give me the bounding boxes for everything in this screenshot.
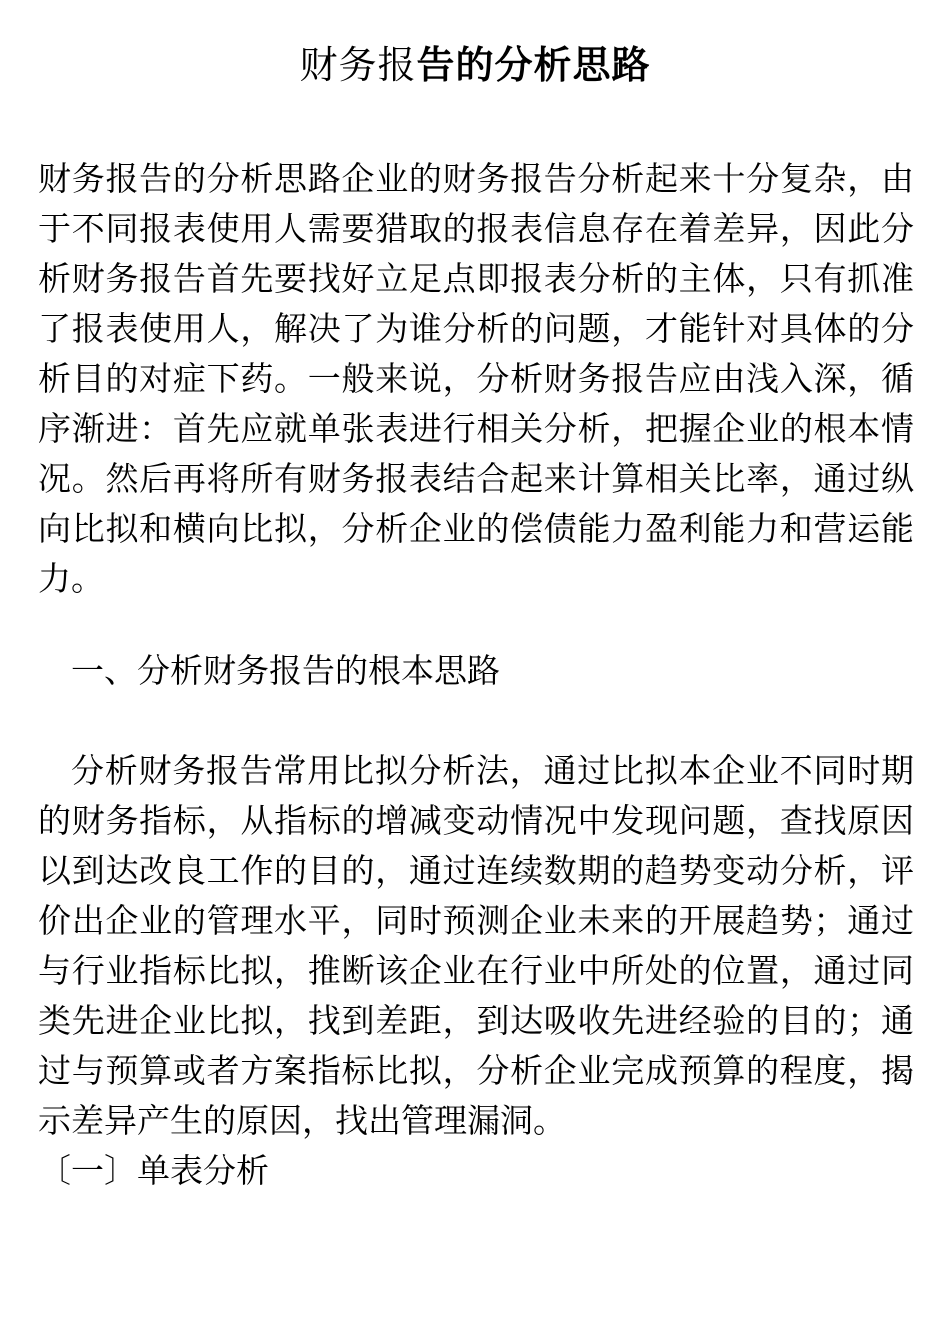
body-paragraph: 分析财务报告常用比拟分析法，通过比拟本企业不同时期的财务指标，从指标的增减变动情况中发现问题，查找原因以到达改良工作的目的，通过连续数期的趋势变动分析，评价出企业的管理水平，同时预测企业未来的开展趋势；通过与行业指标比拟，推断该企业在行业中所处的位置，通过同类先进企业比拟，找到差距，到达吸收先进经验的目的；通过与预算或者方案指标比拟，分析企业完成预算的程度，揭示差异产生的原因，找出管理漏洞。 [38, 751, 914, 1140]
title-part-light: 财务报 [299, 43, 417, 87]
section-heading-1: 一、分析财务报告的根本思路 [71, 651, 500, 690]
document-title [0, 38, 950, 92]
subsection-heading-1: 〔一〕单表分析 [38, 1151, 269, 1190]
intro-paragraph: 财务报告的分析思路企业的财务报告分析起来十分复杂，由于不同报表使用人需要猎取的报表信息存在着差异，因此分析财务报告首先要找好立足点即报表分析的主体，只有抓准了报表使用人，解决了为谁分析的问题，才能针对具体的分析目的对症下药。一般来说，分析财务报告应由浅入深，循序渐进：首先应就单张表进行相关分析，把握企业的根本情况。然后再将所有财务报表结合起来计算相关比率，通过纵向比拟和横向比拟，分析企业的偿债能力盈利能力和营运能力。 [38, 159, 914, 598]
title-part-bold: 告的分析思路 [416, 43, 651, 87]
